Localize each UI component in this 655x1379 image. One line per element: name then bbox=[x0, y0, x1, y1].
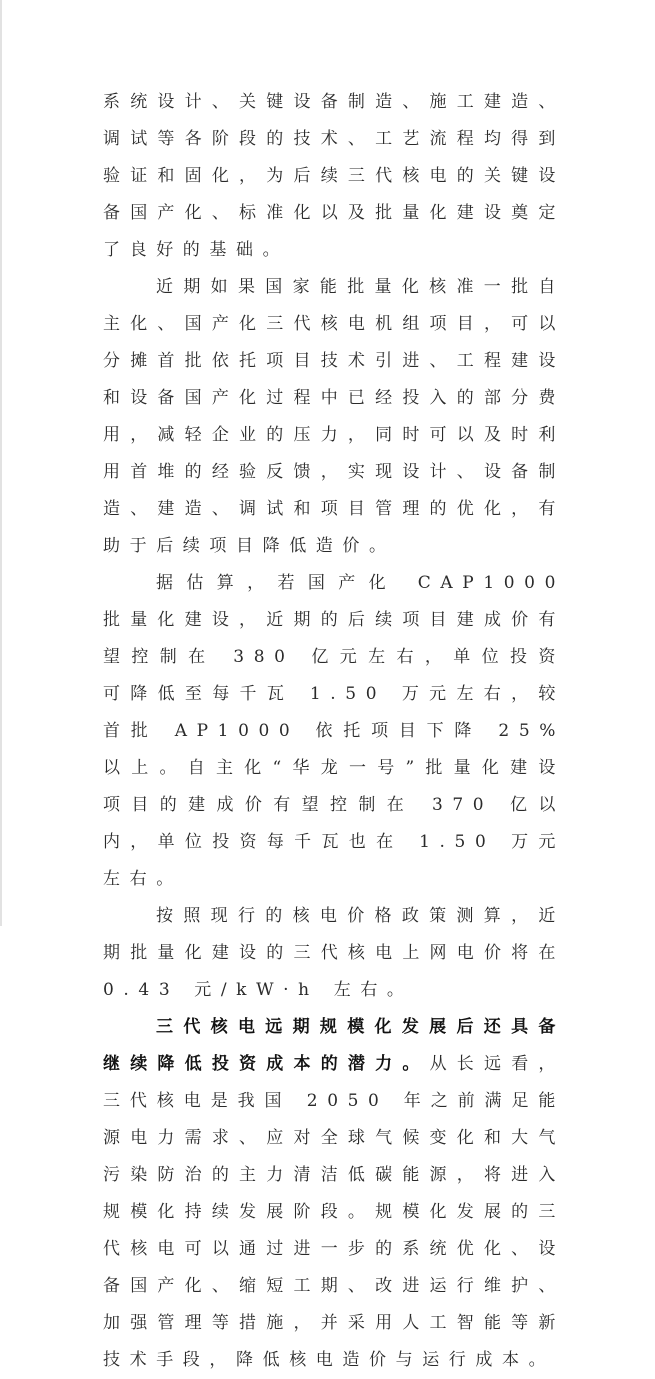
bold-lead-sentence: 三代核电远期规模化发展后还具备继续降低投资成本的潜力。 bbox=[103, 1017, 565, 1074]
paragraph-body-text: 从长远看，三代核电是我国 2050 年之前满足能源电力需求、应对全球气候变化和大气污染防治的主力清洁低碳能源，将进入规模化持续发展阶段。规模化发展的三代核电可以通过进一步的系统优化、设备国产化、缩短工期、改进运行维护、加强管理等措施，并采用人工智能等新技术手段，降低核电造价与运行成本。 bbox=[103, 1054, 566, 1370]
paragraph-electricity-price: 按照现行的核电价格政策测算，近期批量化建设的三代核电上网电价将在 0.43 元/kW·h 左右。 bbox=[103, 906, 565, 1000]
paragraph-continuation: 系统设计、关键设备制造、施工建造、调试等各阶段的技术、工艺流程均得到验证和固化，为后续三代核电的关键设备国产化、标准化以及批量化建设奠定了良好的基础。 bbox=[103, 92, 565, 260]
document-body bbox=[103, 84, 565, 1379]
paragraph-long-term-potential bbox=[103, 1009, 565, 1379]
paragraph-cost-estimate: 据估算，若国产化 CAP1000 批量化建设，近期的后续项目建成价有望控制在 380 亿元左右，单位投资可降低至每千瓦 1.50 万元左右，较首批 AP1000 依托项目下降 25%以上。自主化“华龙一号”批量化建设项目的建成价有望控制在 370 亿以内，单位投资每千瓦也在 1.50 万元左右。 bbox=[103, 573, 565, 889]
paragraph-batch-approval: 近期如果国家能批量化核准一批自主化、国产化三代核电机组项目，可以分摊首批依托项目技术引进、工程建设和设备国产化过程中已经投入的部分费用，减轻企业的压力，同时可以及时利用首堆的经验反馈，实现设计、设备制造、建造、调试和项目管理的优化，有助于后续项目降低造价。 bbox=[103, 277, 565, 556]
